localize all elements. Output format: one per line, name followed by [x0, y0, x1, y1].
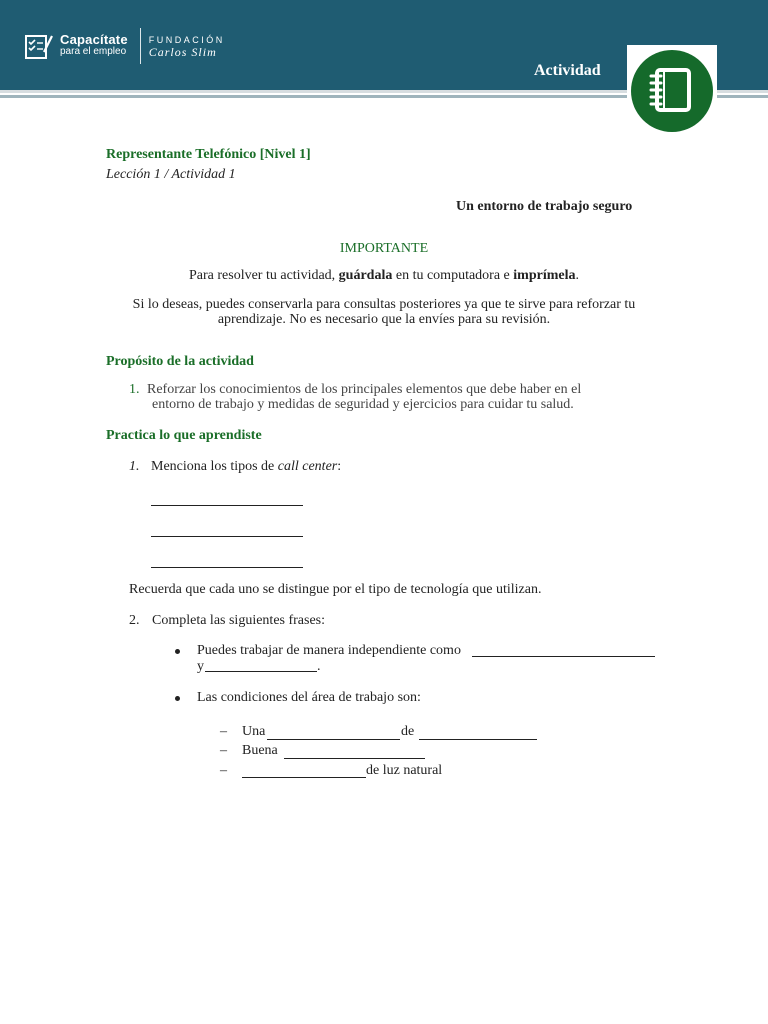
dash-marker: – — [220, 743, 227, 758]
foundation-name: Carlos Slim — [148, 45, 217, 59]
bullet-text-cont: y — [197, 659, 204, 674]
foundation-label: FUNDACIÓN — [148, 35, 225, 45]
answer-blank[interactable] — [151, 536, 303, 537]
dash-text: de — [401, 724, 415, 739]
dash-text: de luz natural — [366, 763, 443, 778]
dash-marker: – — [220, 763, 227, 778]
bullet — [175, 649, 180, 654]
question-1: Menciona los tipos de call center: — [151, 459, 342, 474]
instruction-print: imprímela — [513, 268, 576, 283]
practice-heading: Practica lo que aprendiste — [106, 428, 262, 443]
question-2: Completa las siguientes frases: — [152, 613, 326, 628]
answer-blank[interactable] — [284, 758, 425, 759]
instructions: Para resolver tu actividad, guárdala en tu computadora e imprímela. — [189, 268, 579, 283]
course-title: Representante Telefónico [Nivel 1] — [106, 147, 311, 162]
activity-badge — [627, 45, 717, 137]
checklist-logo-icon — [24, 32, 54, 60]
logo-sub-text: para el empleo — [60, 46, 127, 57]
important-heading: IMPORTANTE — [339, 241, 429, 256]
question-number: 1. — [129, 459, 140, 474]
purpose-text: Reforzar los conocimientos de los principales elementos que debe haber en el — [147, 382, 582, 397]
reminder-text: Recuerda que cada uno se distingue por el tipo de tecnología que utilizan. — [129, 582, 542, 597]
answer-blank[interactable] — [267, 739, 400, 740]
bullet-text: Puedes trabajar de manera independiente como — [197, 643, 461, 658]
purpose-heading: Propósito de la actividad — [106, 354, 254, 369]
bullet — [175, 696, 180, 701]
purpose-text: entorno de trabajo y medidas de seguridad y ejercicios para cuidar tu salud. — [152, 397, 574, 412]
dash-marker: – — [220, 724, 227, 739]
page-title: Actividad — [534, 62, 601, 79]
logo-divider — [140, 28, 141, 64]
question-number: 2. — [129, 613, 140, 628]
topic-title: Un entorno de trabajo seguro — [456, 199, 633, 214]
notebook-icon — [631, 50, 713, 132]
note-line: Si lo deseas, puedes conservarla para consultas posteriores ya que te sirve para reforzar tu — [132, 297, 636, 312]
lesson-label: Lección 1 / Actividad 1 — [106, 167, 236, 182]
logo-main-text: Capacítate — [60, 32, 128, 47]
answer-blank[interactable] — [419, 739, 537, 740]
brand-logo — [24, 28, 225, 64]
note-line: aprendizaje. No es necesario que la envíes para su revisión. — [217, 312, 551, 327]
bullet-period: . — [317, 659, 321, 674]
purpose-number: 1. — [129, 382, 140, 397]
dash-text: Buena — [242, 743, 278, 758]
dash-text: Una — [242, 724, 266, 739]
bullet-text: Las condiciones del área de trabajo son: — [197, 690, 421, 705]
answer-blank[interactable] — [205, 671, 317, 672]
answer-blank[interactable] — [242, 777, 366, 778]
answer-blank[interactable] — [151, 505, 303, 506]
instruction-save: guárdala — [338, 268, 393, 283]
answer-blank[interactable] — [472, 656, 655, 657]
answer-blank[interactable] — [151, 567, 303, 568]
